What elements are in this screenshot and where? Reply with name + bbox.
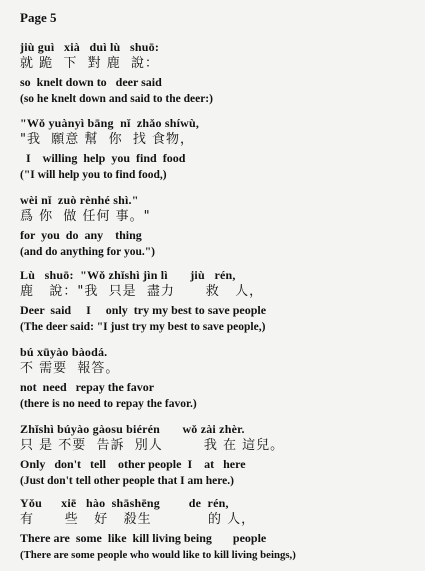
pinyin-line: Lù shuō: "Wǒ zhǐshì jìn lì jiù rén, (20, 268, 236, 282)
pinyin-line: bú xūyào bàodá. (20, 345, 108, 359)
stanza-1 (20, 40, 420, 107)
translation-line: ("I will help you to find food,) (20, 169, 167, 181)
translation-line: (Just don't tell other people that I am here.) (20, 475, 234, 487)
chinese-line: 鹿 說："我 只是 盡力 救 人， (20, 284, 264, 299)
chinese-line: 只 是 不要 告訴 別人 我 在 這兒。 (20, 438, 285, 453)
chinese-line: 爲 你 做 任何 事。" (20, 209, 151, 224)
pinyin-line: wèi nǐ zuò rènhé shì." (20, 193, 139, 207)
chinese-line: 不 需要 報答。 (20, 361, 120, 376)
translation-line: (There are some people who would like to kill living beings,) (20, 549, 296, 561)
stanza-4 (20, 268, 420, 335)
translation-line: (The deer said: "I just try my best to save people,) (20, 321, 266, 333)
stanza-7 (20, 496, 420, 563)
gloss-line: There are some like kill living being people (20, 531, 267, 545)
chinese-line: 就 跪 下 對 鹿 說： (20, 56, 160, 71)
gloss-line: Deer said I only try my best to save people (20, 303, 267, 317)
translation-line: (there is no need to repay the favor.) (20, 398, 197, 410)
stanza-5 (20, 345, 420, 412)
stanza-2 (20, 116, 420, 183)
stanza-3 (20, 193, 420, 260)
translation-line: (so he knelt down and said to the deer:) (20, 93, 213, 105)
chinese-line: 有 些 好 殺生 的 人， (20, 512, 256, 527)
pinyin-line: jiù guì xià duì lù shuō: (20, 40, 160, 54)
translation-line: (and do anything for you.") (20, 246, 155, 258)
pinyin-line: "Wǒ yuànyì bāng nǐ zhǎo shíwù, (20, 116, 200, 130)
pinyin-line: Yǒu xiē hào shāshēng de rén, (20, 496, 229, 510)
page-label: Page 5 (20, 10, 57, 25)
chinese-line: "我 願意 幫 你 找 食物， (20, 132, 195, 147)
gloss-line: Only don't tell other people I at here (20, 457, 246, 471)
stanza-6 (20, 422, 420, 489)
gloss-line: not need repay the favor (20, 380, 155, 394)
gloss-line: so knelt down to deer said (20, 75, 162, 89)
gloss-line: for you do any thing (20, 228, 142, 242)
gloss-line: I willing help you find food (20, 151, 186, 165)
pinyin-line: Zhǐshì búyào gàosu biérén wǒ zài zhèr. (20, 422, 245, 436)
